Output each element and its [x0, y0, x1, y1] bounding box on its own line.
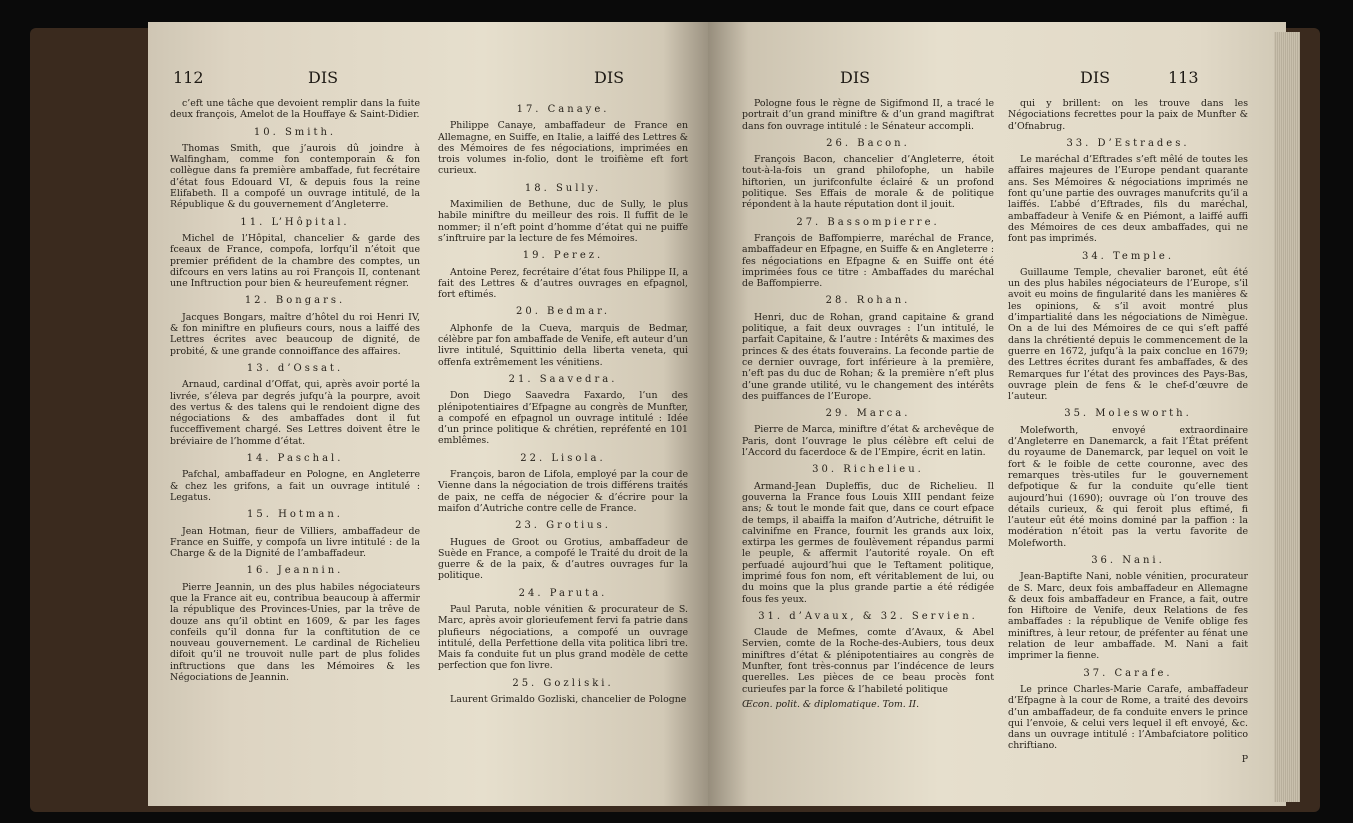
paragraph: Arnaud, cardinal d’Offat, qui, après avoir porté la livrée, s’éleva par degrés jufqu’à la pourpre, avoit des vertus & des talens qui le rendoient digne des négociations & des ambaffades dont il fut fucceffivement chargé. Ses Lettres doivent être le bréviaire de l’homme d’état.: [170, 379, 420, 447]
paragraph: Le maréchal d’Eftrades s’eft mêlé de toutes les affaires majeures de l’Europe pendant quarante ans. Ses Mémoires & négociations imprimés ne font qu’une partie des ouvrages manufcrits qu’il a laiffés. L’abbé d’Eftrades, fils du maréchal, ambaffadeur à Venife & en Piémont, a laiffé auffi des Mémoires de ces deux ambaffades, qui ne font pas imprimés.: [1008, 154, 1248, 245]
entry-heading: 24. Paruta.: [518, 587, 608, 599]
entry-heading: 19. Perez.: [522, 250, 604, 262]
entry-heading: 25. Gozliski.: [512, 677, 614, 689]
left-page: [148, 22, 708, 806]
entry-heading: 26. Bacon.: [826, 137, 910, 149]
entry-heading: 22. Lisola.: [520, 452, 606, 464]
entry-heading: 16. Jeannin.: [246, 565, 344, 577]
entry-heading: 37. Carafe.: [1083, 667, 1173, 679]
left-page-number: 112: [173, 68, 204, 87]
right-column-1: [742, 98, 994, 712]
paragraph: Pafchal, ambaffadeur en Pologne, en Angleterre & chez les grifons, a fait un ouvrage intitulé : Legatus.: [170, 469, 420, 503]
page-edges: [1274, 32, 1300, 802]
paragraph: François Bacon, chancelier d’Angleterre, étoit tout-à-la-fois un grand philofophe, un habile hiftorien, un jurifconfulte éclairé & un profond politique. Ses Effais de morale & de politique répondent à la haute réputation dont il jouit.: [742, 154, 994, 211]
entry-heading: 20. Bedmar.: [515, 306, 611, 318]
paragraph: Le prince Charles-Marie Carafe, ambaffadeur d’Efpagne à la cour de Rome, a traité des devoirs d’un ambaffadeur, de fa conduite envers le prince qui l’envoie, & celui vers lequel il eft envoyé, &c. dans un ouvrage intitulé : l’Ambafciatore politico chriftiano.: [1008, 683, 1248, 752]
signature-mark: P: [1241, 753, 1248, 765]
left-running-head: DIS: [308, 68, 339, 87]
paragraph: Pologne fous le règne de Sigifmond II, a tracé le portrait d’un grand miniftre & d’un grand magiftrat dans fon ouvrage intitulé : le Sénateur accompli.: [742, 98, 994, 132]
entry-heading: 28. Rohan.: [825, 295, 911, 307]
paragraph: Armand-Jean Dupleffis, duc de Richelieu. Il gouverna la France fous Louis XIII pendant feize ans; & tout le monde fait que, dans ce court efpace de temps, il abaiffa la maifon d’Autriche, détruifit le calvinifme en France, fournit les grands aux loix, extirpa les germes de foulèvement répandus parmi le peuple, & affermit l’autorité royale. On eft perfuadé aujourd’hui que le Teftament politique, imprimé fous fon nom, eft véritablement de lui, ou du moins que la plus grande partie a été rédigée fous fes yeux.: [742, 480, 994, 605]
entry-heading: 35. Molesworth.: [1064, 408, 1192, 420]
left-column-1: [170, 98, 420, 685]
entry-heading: 10. Smith.: [253, 126, 337, 138]
paragraph: Henri, duc de Rohan, grand capitaine & grand politique, a fait deux ouvrages : l’un intitulé, le parfait Capitaine, & l’autre : Intérêts & maximes des princes & des états fouverains. La feconde partie de ce dernier ouvrage, fort inférieure à la première, n’eft pas du duc de Rohan; & la première n’eft plus d’une grande utilité, vu le changement des intérêts des puiffances de l’Europe.: [742, 311, 994, 402]
paragraph: Antoine Perez, fecrétaire d’état fous Philippe II, a fait des Lettres & d’autres ouvrages en efpagnol, fort eftimés.: [438, 266, 688, 301]
right-page: [708, 22, 1286, 806]
entry-heading: 15. Hotman.: [247, 509, 343, 521]
paragraph: Jean-Baptifte Nani, noble vénitien, procurateur de S. Marc, deux fois ambaffadeur en Allemagne & deux fois ambaffadeur en France, a fait, outre fon Hiftoire de Venife, deux Relations de fes ambaffades : la république de Venife oblige fes miniftres, à leur retour, de préfenter au fénat une relation de leur ambaffade. M. Nani a fait imprimer la fienne.: [1008, 571, 1248, 662]
paragraph: c’eft une tâche que devoient remplir dans la fuite deux françois, Amelot de la Houffaye & Saint-Didier.: [170, 98, 420, 121]
entry-heading: 17. Canaye.: [516, 104, 610, 115]
paragraph: Philippe Canaye, ambaffadeur de France en Allemagne, en Suiffe, en Italie, a laiffé des Lettres & des Mémoires de fes négociations, imprimées en trois volumes in-folio, dont le troifième eft fort curieux.: [438, 120, 688, 177]
paragraph: qui y brillent: on les trouve dans les Négociations fecrettes pour la paix de Munfter & d’Ofnabrug.: [1008, 98, 1248, 132]
paragraph: Thomas Smith, que j’aurois dû joindre à Walfingham, comme fon contemporain & fon collègue dans fa première ambaffade, fut fecrétaire d’état fous Edouard VI, & depuis fous la reine Elifabeth. Il a compofé un ouvrage intitulé, de la République & du gouvernement d’Angleterre.: [170, 142, 420, 211]
paragraph: Don Diego Saavedra Faxardo, l’un des plénipotentiaires d’Efpagne au congrès de Munfter, a compofé en efpagnol un ouvrage intitulé : Idée d’un prince politique & chrétien, repréfenté en 101 emblêmes.: [438, 390, 688, 447]
paragraph: Paul Paruta, noble vénitien & procurateur de S. Marc, après avoir glorieufement fervi fa patrie dans plufieurs négociations, a compofé un ouvrage intitulé, della Perfettione della vita politica libri tre. Mais fa conduite fut un plus grand modèle de cette perfection que fon livre.: [438, 603, 688, 672]
paragraph: Claude de Mefmes, comte d’Avaux, & Abel Servien, comte de la Roche-des-Aubiers, tous deux miniftres d’état & plénipotentiaires au congrès de Munfter, font très-connus par l’indécence de leurs querelles. Les pièces de ce beau procès font curieufes par la force & l’habileté politique: [742, 627, 994, 695]
right-page-number: 113: [1168, 68, 1199, 87]
paragraph: Laurent Grimaldo Gozliski, chancelier de Pologne: [450, 694, 687, 706]
entry-heading: 18. Sully.: [524, 182, 602, 194]
entry-heading: 21. Saavedra.: [508, 373, 618, 385]
paragraph: Pierre de Marca, miniftre d’état & archevêque de Paris, dont l’ouvrage le plus célèbre eft celui de l’Accord du facerdoce & de l’Empire, écrit en latin.: [742, 424, 994, 459]
paragraph: Maximilien de Bethune, duc de Sully, le plus habile miniftre du meilleur des rois. Il fuffit de le nommer; il n’eft point d’homme d’état qui ne puiffe s’inftruire par la lecture de fes Mémoires.: [438, 199, 688, 244]
paragraph: Pierre Jeannin, un des plus habiles négociateurs que la France ait eu, contribua beaucoup à affermir la république des Provinces-Unies, par la trêve de douze ans qu’il obtint en 1609, & par les fages confeils qu’il donna fur la conftitution de ce nouveau gouvernement. Le cardinal de Richelieu difoit qu’il ne trouvoit nulle part de plus folides inftructions que dans les Mémoires & les Négociations de Jeannin.: [170, 581, 420, 684]
paragraph: Jacques Bongars, maître d’hôtel du roi Henri IV, & fon miniftre en plufieurs cours, nous a laiffé des Lettres écrites avec beaucoup de dignité, de probité, & une grande connoiffance des affaires.: [170, 311, 420, 357]
entry-heading: 29. Marca.: [825, 408, 911, 420]
entry-heading: 12. Bongars.: [244, 295, 346, 307]
entry-heading: 34. Temple.: [1081, 250, 1175, 262]
entry-heading: 27. Bassompierre.: [796, 216, 940, 228]
paragraph: Jean Hotman, fieur de Villiers, ambaffadeur de France en Suiffe, y compofa un livre intitulé : de la Charge & de la Dignité de l’ambaffadeur.: [170, 525, 420, 560]
entry-heading: 11. L’Hôpital.: [240, 216, 350, 228]
paragraph: Hugues de Groot ou Grotius, ambaffadeur de Suède en France, a compofé le Traité du droit de la guerre & de la paix, & d’autres ouvrages fur la politique.: [438, 536, 688, 582]
paragraph: Molefworth, envoyé extraordinaire d’Angleterre en Danemarck, a fait l’État préfent du royaume de Danemarck, par lequel on voit le fort & le foible de cette couronne, avec des remarques très-utiles fur le gouvernement defpotique & fur la conduite qu’elle tient aujourd’hui (1690); ouvrage où l’on trouve des détails curieux, & qui feroit plus eftimé, fi l’auteur eût été moins dominé par la paffion : la modération n’étoit pas la vertu favorite de Molefworth.: [1008, 424, 1248, 549]
entry-heading: 14. Paschal.: [246, 453, 344, 465]
right-running-head-1: DIS: [840, 68, 871, 87]
left-column-2: [438, 98, 688, 707]
paragraph: François, baron de Lifola, employé par la cour de Vienne dans la négociation de trois différens traités de paix, ne ceffa de négocier & d’écrire pour la maifon d’Autriche contre celle de France.: [438, 469, 688, 514]
paragraph: François de Baffompierre, maréchal de France, ambaffadeur en Efpagne, en Suiffe & en Angleterre : fes négociations en Efpagne & en Suiffe ont été imprimées fous ce titre : Ambaffades du maréchal de Baffompierre.: [742, 232, 994, 290]
right-column-2: [1008, 98, 1248, 767]
right-running-head: DIS: [1080, 68, 1111, 87]
open-book: [30, 22, 1320, 812]
entry-heading: 13. d’Ossat.: [246, 362, 344, 374]
entry-heading: 31. d’Avaux, & 32. Servien.: [758, 610, 978, 622]
signature-footer: Œcon. polit. & diplomatique. Tom. II.: [742, 698, 920, 710]
entry-heading: 23. Grotius.: [515, 520, 611, 532]
paragraph: Guillaume Temple, chevalier baronet, eût été un des plus habiles négociateurs de l’Europe, s’il avoit eu moins de fingularité dans les manières & les opinions, & s’il avoit montré plus d’impartialité dans les négociations de Nimègue. On a de lui des Mémoires de ce qui s’eft paffé dans la chrétienté depuis le commencement de la guerre en 1672, jufqu’à la paix conclue en 1679; des Lettres écrites durant fes ambaffades, & des Remarques fur l’état des provinces des Pays-Bas, ouvrage plein de fens & le chef-d’œuvre de l’auteur.: [1008, 266, 1248, 403]
entry-heading: 33. D’Estrades.: [1066, 137, 1190, 149]
left-running-head-2: DIS: [594, 68, 625, 87]
entry-heading: 36. Nani.: [1091, 554, 1165, 566]
entry-heading: 30. Richelieu.: [812, 464, 924, 476]
paragraph: Alphonfe de la Cueva, marquis de Bedmar, célèbre par fon ambaffade de Venife, eft auteur d’un livre intitulé, Squittinio della liberta veneta, qui offenfa extrêmement les vénitiens.: [438, 322, 688, 368]
paragraph: Michel de l’Hôpital, chancelier & garde des fceaux de France, compofa, lorfqu’il n’étoit que premier préfident de la chambre des comptes, un difcours en vers latins au roi François II, contenant une Inftruction pour bien & heureufement régner.: [170, 232, 420, 290]
